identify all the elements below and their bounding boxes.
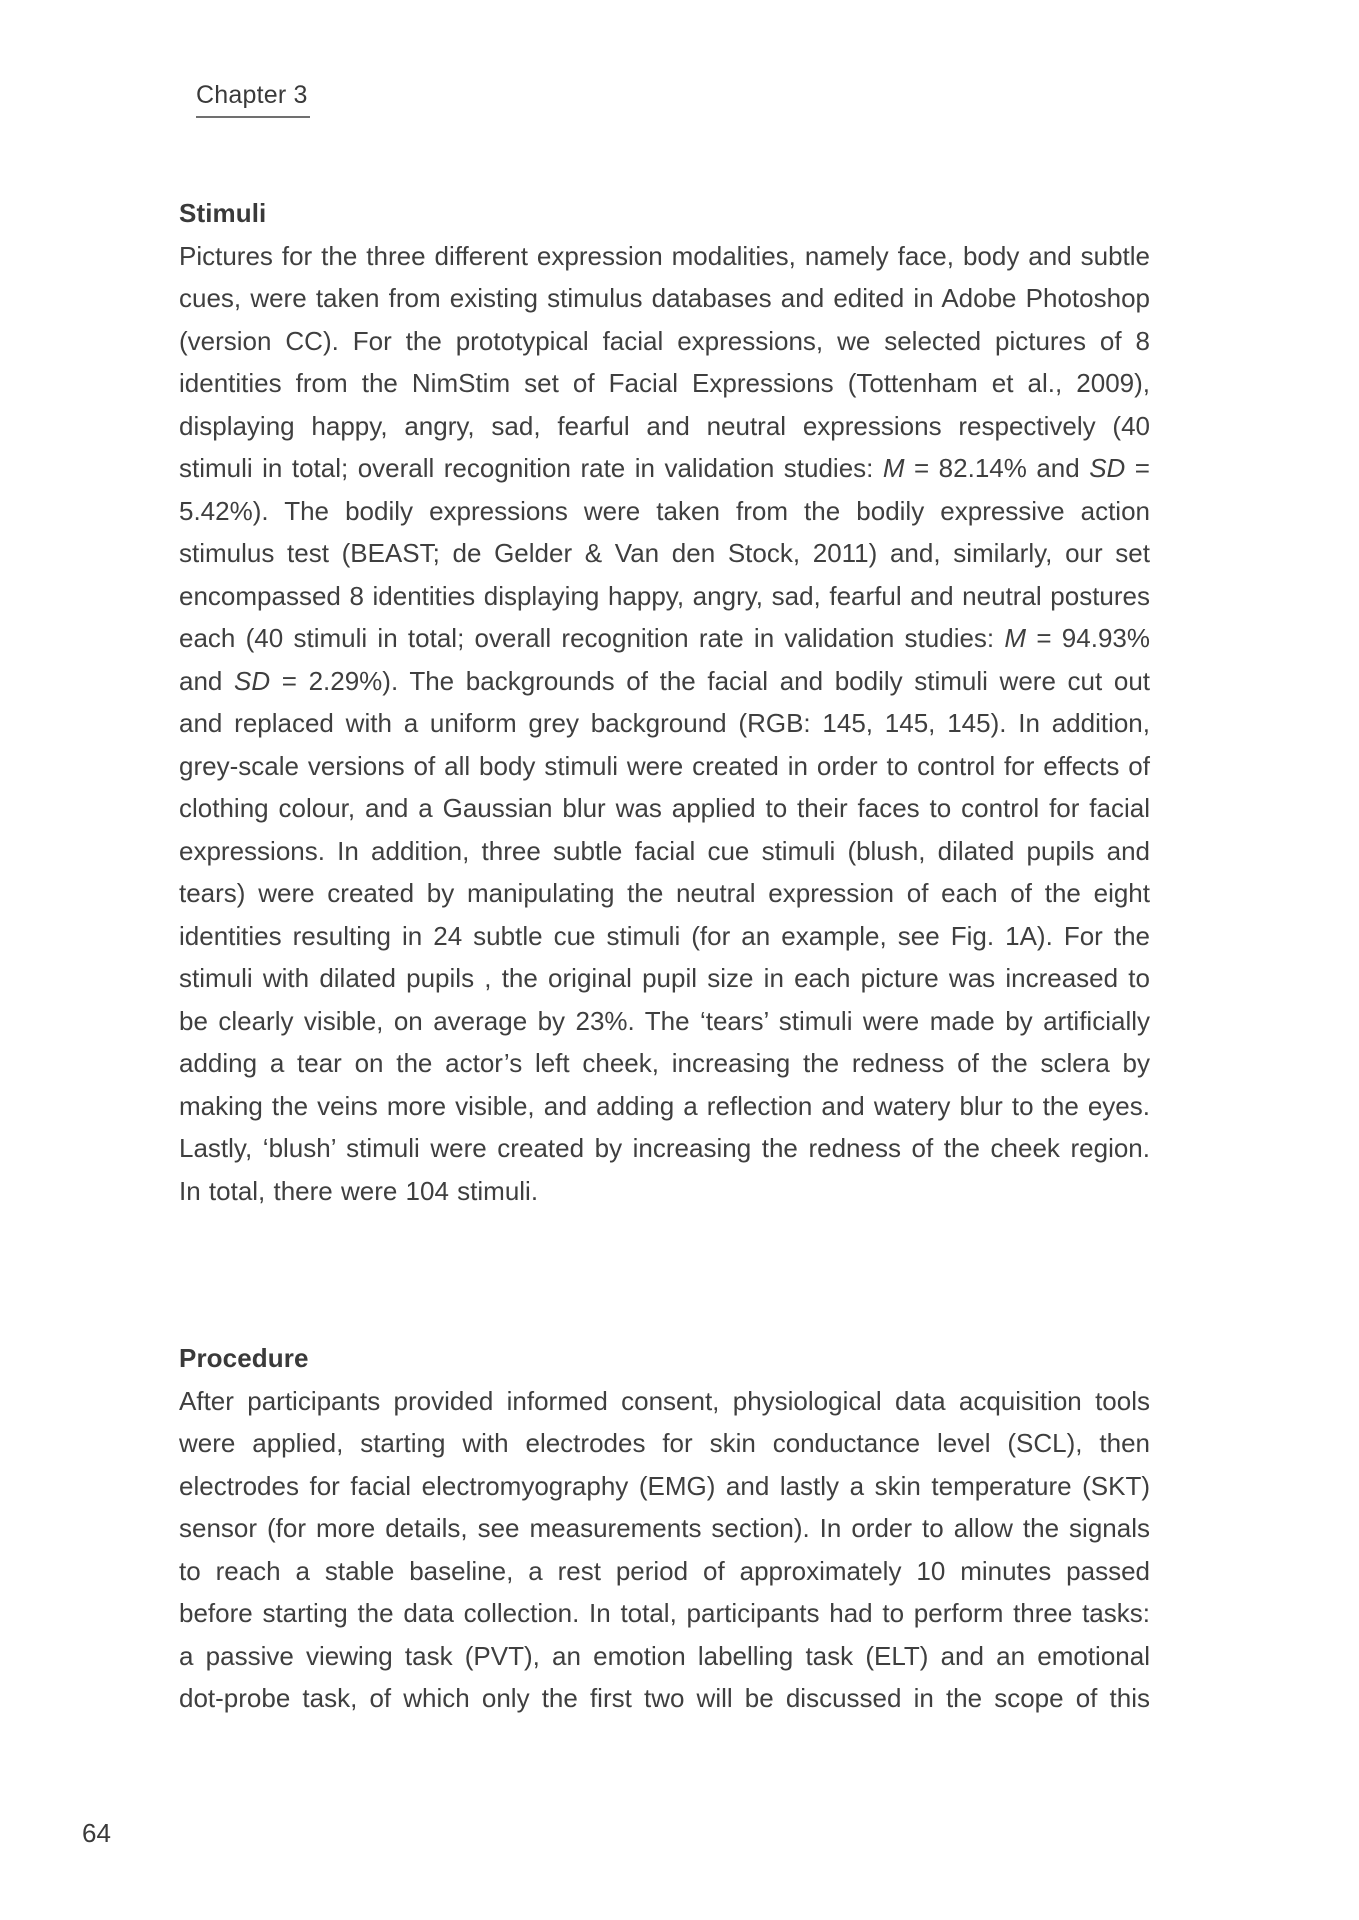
- statistic-symbol: SD: [234, 665, 271, 696]
- statistic-symbol: SD: [1089, 453, 1126, 483]
- paragraph-text: = 82.14% and: [904, 453, 1090, 483]
- page-number: 64: [82, 1818, 111, 1848]
- paragraph-text: = 94.93% and: [179, 623, 1150, 696]
- paragraph-text: = 5.42%). The bodily expressions were taken from the bodily expressive action stimulus test (BEAST; de Gelder & Van den Stock, 2011) and, similarly, our set encompassed 8 identities displaying happy, angry, sad, fearful and neutral postures each (40 stimuli in total; overall recognition rate in validation studies:: [179, 453, 1150, 653]
- paragraph-text: After participants provided informed consent, physiological data acquisition tools were applied, starting with electrodes for skin conductance level (SCL), then electrodes for facial electromyography (EMG) and lastly a skin temperature (SKT) sensor (for more details, see measurements section). In order to allow the signals to reach a stable baseline, a rest period of approximately 10 minutes passed before starting the data collection. In total, participants had to perform three tasks: a passive viewing task (PVT), an emotion labelling task (ELT) and an emotional dot-probe task, of which only the first two will be discussed in the scope of this: [179, 1385, 1150, 1713]
- section-heading: Procedure: [179, 1343, 309, 1373]
- paragraph-text: Pictures for the three different expression modalities, namely face, body and subtle cues, were taken from existing stimulus databases and edited in Adobe Photoshop (version CC). For the prototypical facial expressions, we selected pictures of 8 identities from the NimStim set of Facial Expressions (Tottenham et al., 2009), displaying happy, angry, sad, fearful and neutral expressions respectively (40 stimuli in total; overall recognition rate in validation studies:: [179, 240, 1150, 483]
- section-paragraph: [179, 1380, 1150, 1720]
- statistic-symbol: M: [1004, 623, 1027, 653]
- statistic-symbol: M: [882, 453, 905, 483]
- paragraph-text: = 2.29%). The backgrounds of the facial and bodily stimuli were cut out and replaced with a uniform grey background (RGB: 145, 145, 145). In addition, grey-scale versions of all body stimuli were created in order to control for effects of clothing colour, and a Gaussian blur was applied to their faces to control for facial expressions. In addition, three subtle facial cue stimuli (blush, dilated pupils and tears) were created by manipulating the neutral expression of each of the eight identities resulting in 24 subtle cue stimuli (for an example, see Fig. 1A). For the stimuli with dilated pupils , the original pupil size in each picture was increased to be clearly visible, on average by 23%. The ‘tears’ stimuli were made by artificially adding a tear on the actor’s left cheek, increasing the redness of the sclera by making the veins more visible, and adding a reflection and watery blur to the eyes. Lastly, ‘blush’ stimuli were created by increasing the redness of the cheek region. In total, there were 104 stimuli.: [179, 665, 1151, 1206]
- text-section: [179, 1337, 1150, 1720]
- running-header-chapter: Chapter 3: [196, 82, 310, 118]
- section-heading: Stimuli: [179, 198, 267, 228]
- section-paragraph: [179, 235, 1150, 1213]
- text-section: [179, 192, 1150, 1212]
